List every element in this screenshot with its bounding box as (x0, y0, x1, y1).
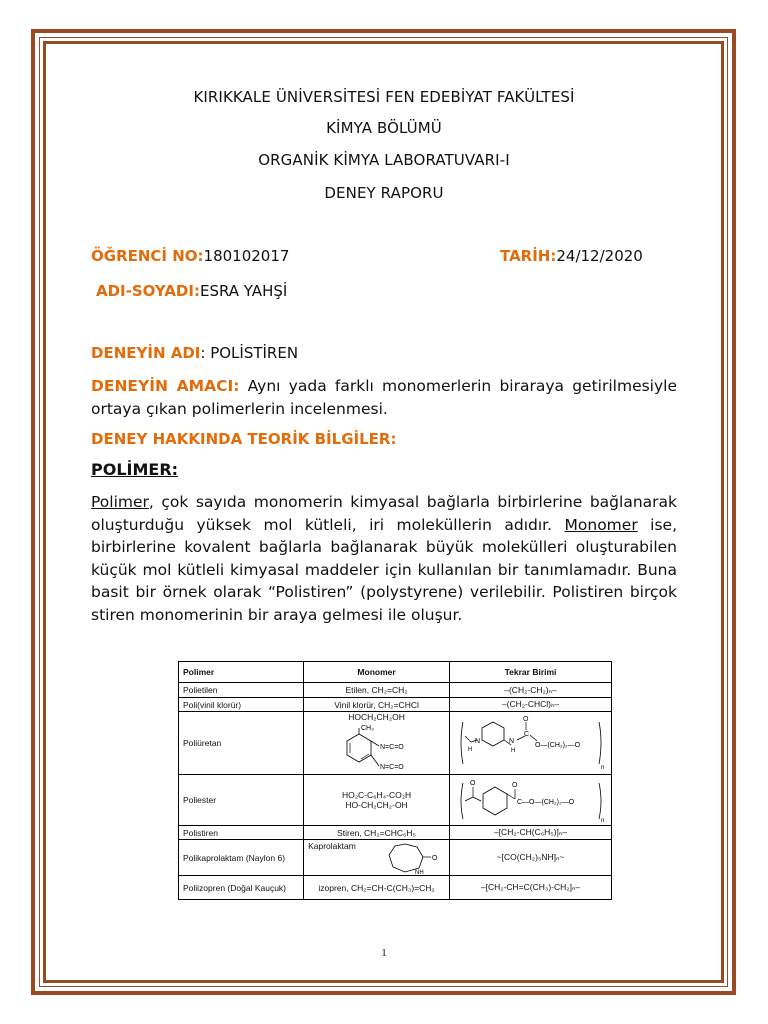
table-header-polimer: Polimer (179, 662, 304, 683)
student-number: ÖĞRENCİ NO:180102017 (91, 247, 290, 265)
table-row (179, 712, 612, 775)
caprolactam-label: Kaprolaktam (308, 840, 356, 851)
experiment-name: DENEYİN ADI: POLİSTİREN (91, 344, 299, 362)
monomer-term: Monomer (564, 515, 638, 534)
urethane-carbonyl-o: O (522, 716, 528, 723)
urethane-h-1: H (467, 747, 472, 753)
polimer-heading: POLİMER: (91, 460, 179, 479)
ester-o-2: O (511, 782, 517, 789)
caprolactam-nh: NH (415, 869, 424, 875)
table-row (179, 775, 612, 826)
department-title: KİMYA BÖLÜMÜ (326, 119, 442, 137)
cell-polimer: Polistiren (179, 826, 304, 840)
cell-unit: ~[CO(CH₂)₅NH]ₙ~ (450, 840, 612, 876)
university-title: KIRIKKALE ÜNİVERSİTESİ FEN EDEBİYAT FAKÜLTESİ (193, 88, 575, 106)
monomer-formula: HOCH₂CH₂OH (348, 712, 405, 722)
experiment-aim-label: DENEYİN AMACI: (91, 377, 240, 395)
experiment-name-value: POLİSTİREN (205, 344, 299, 362)
cell-polimer: Poliizopren (Doğal Kauçuk) (179, 876, 304, 900)
cell-monomer: izopren, CH₂=CH-C(CH₃)=CH₂ (304, 876, 450, 900)
cell-monomer (304, 775, 450, 826)
polymer-table (178, 661, 612, 900)
polyester-monomer-2: HO-CH₂CH₂-OH (345, 800, 408, 810)
table-header-row (179, 662, 612, 683)
experiment-name-label: DENEYİN ADI (91, 344, 201, 362)
cell-polimer: Polikaprolaktam (Naylon 6) (179, 840, 304, 876)
polyester-monomer-1: HO₂C-C₆H₄-CO₂H (341, 790, 412, 800)
theory-heading: DENEY HAKKINDA TEORİK BİLGİLER: (91, 430, 397, 448)
ester-o-1: O (469, 780, 475, 787)
ester-chain: C—O—(CH₂)₂—O (516, 799, 574, 806)
student-name: ADI-SOYADI:ESRA YAHŞİ (96, 282, 288, 300)
urethane-carbon: C (523, 731, 529, 738)
urethane-n-2: N (508, 738, 514, 745)
cell-unit: –(CH₂-CH₂)ₙ– (450, 683, 612, 698)
page-number: 1 (381, 947, 387, 959)
cell-unit: –[CH₂-CH(C₆H₅)]ₙ– (450, 826, 612, 840)
student-number-label: ÖĞRENCİ NO (91, 247, 198, 265)
diisocyanate-structure (307, 722, 447, 772)
polimer-paragraph (91, 491, 677, 626)
table-row (179, 698, 612, 712)
theory-heading-label: DENEY HAKKINDA TEORİK BİLGİLER (91, 430, 391, 448)
cell-polimer: Poliester (179, 775, 304, 826)
cell-monomer (304, 840, 450, 876)
date-label: TARİH (500, 247, 551, 265)
urethane-n-subscript: n (600, 765, 604, 771)
cell-monomer: Vinil klorür, CH₂=CHCl (304, 698, 450, 712)
student-name-label: ADI-SOYADI (96, 282, 194, 300)
report-date: TARİH:24/12/2020 (500, 247, 643, 265)
polyester-repeat-unit (451, 775, 611, 823)
caprolactam-o: O (432, 854, 438, 862)
cell-polimer: Poli(vinil klorür) (179, 698, 304, 712)
report-title: DENEY RAPORU (324, 184, 444, 202)
polyurethane-repeat-unit (451, 712, 611, 772)
cell-monomer: Etilen, CH₂=CH₂ (304, 683, 450, 698)
lab-title: ORGANİK KİMYA LABORATUVARI-I (258, 151, 510, 169)
student-name-value: ESRA YAHŞİ (199, 282, 288, 300)
cell-polimer: Poliüretan (179, 712, 304, 775)
ester-n-subscript: n (600, 818, 604, 823)
table-header-monomer: Monomer (304, 662, 450, 683)
table-row (179, 826, 612, 840)
methyl-label: CH₃ (360, 725, 374, 732)
urethane-h-2: H (510, 748, 515, 754)
polimer-term: Polimer (91, 493, 149, 511)
cell-unit: –(CH₂-CHCl)ₙ– (450, 698, 612, 712)
cell-monomer: Stiren, CH₂=CHC₆H₅ (304, 826, 450, 840)
cell-polimer: Polietilen (179, 683, 304, 698)
cell-monomer (304, 712, 450, 775)
cell-unit (450, 775, 612, 826)
table-row (179, 840, 612, 876)
table-header-unit: Tekrar Birimi (450, 662, 612, 683)
urethane-chain: O—(CH₂)₂—O (534, 742, 580, 749)
student-number-value: 180102017 (203, 247, 290, 265)
isocyanate-label-2: N=C=O (379, 764, 404, 771)
urethane-n-1: N (474, 738, 480, 745)
table-row (179, 876, 612, 900)
polimer-definition: , çok sayıda monomerin kimyasal bağlarla birbirlerine bağlanarak oluşturduğu yüksek mol kütleli, iri moleküllerin adıdır. (91, 493, 677, 534)
cell-unit: –[CH₂-CH=C(CH₃)-CH₂]ₙ– (450, 876, 612, 900)
table-row (179, 683, 612, 698)
cell-unit (450, 712, 612, 775)
experiment-aim (91, 375, 677, 420)
monomer-definition: ise, birbirlerine kovalent bağlarla bağlanarak büyük molekülleri oluşturabilen küçük mol kütleli kimyasal maddeler için kullanılan bir tanımlamadır. Buna basit bir örnek olarak “Polistiren” (polystyrene) verilebilir. Polistiren birçok stiren monomerinin bir araya gelmesi ile oluşur. (91, 515, 677, 624)
caprolactam-structure (375, 841, 445, 875)
experiment-aim-text: Aynı yada farklı monomerlerin biraraya getirilmesiyle ortaya çıkan polimerlerin incelenmesi. (91, 377, 677, 418)
isocyanate-label-1: N=C=O (379, 744, 404, 751)
date-value: 24/12/2020 (556, 247, 643, 265)
